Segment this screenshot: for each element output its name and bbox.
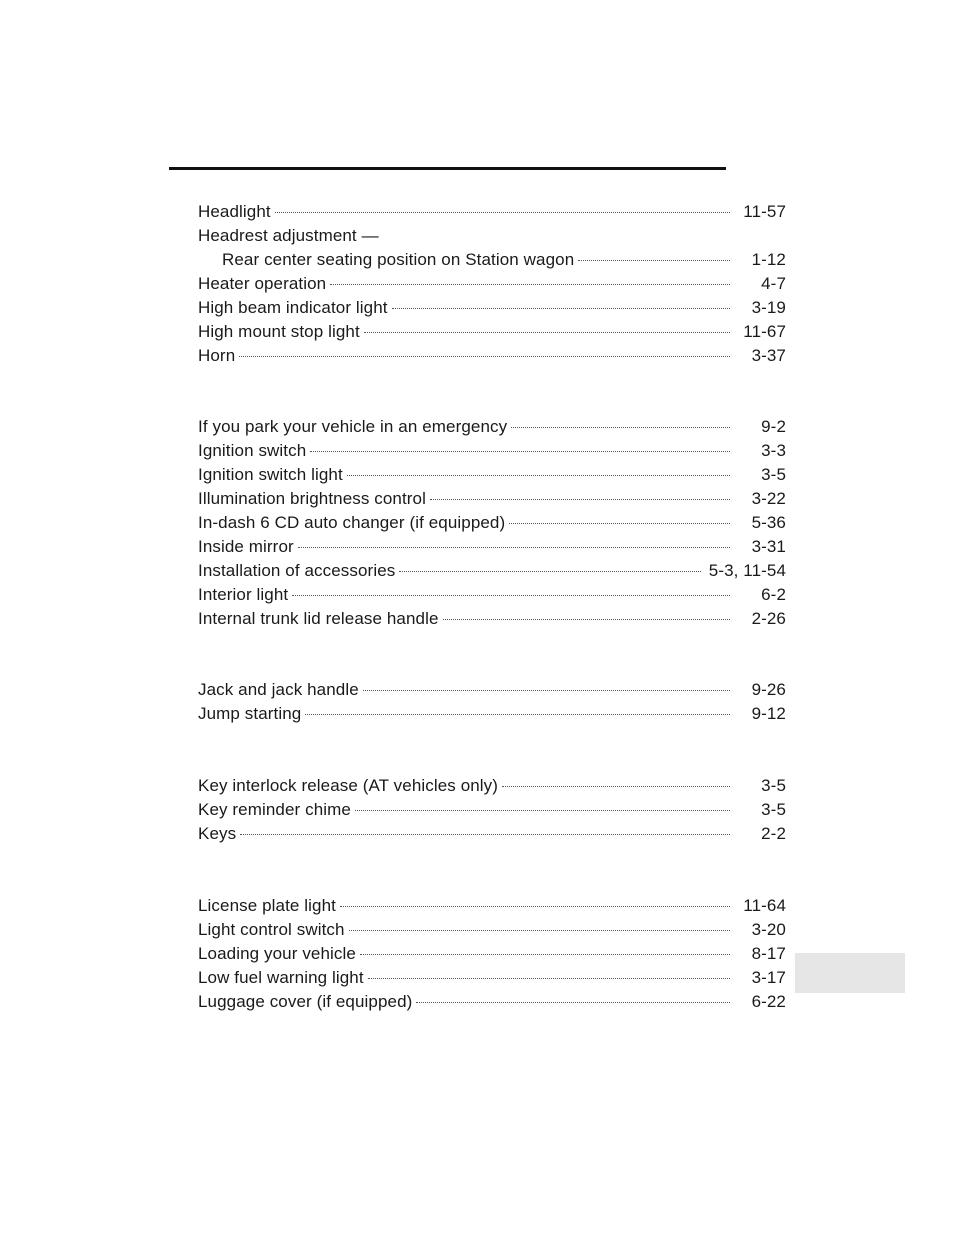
index-entry <box>198 798 786 822</box>
index-entry-page: 3-19 <box>751 298 786 317</box>
dot-leader <box>349 930 730 931</box>
dot-leader <box>509 523 730 524</box>
index-entry-label: License plate light <box>198 896 336 915</box>
dot-leader <box>399 571 700 572</box>
index-entry-page: 8-17 <box>751 944 786 963</box>
index-entry-page: 3-3 <box>761 441 786 460</box>
index-entry-page: 3-5 <box>761 465 786 484</box>
index-entry-label: In-dash 6 CD auto changer (if equipped) <box>198 513 506 532</box>
index-entry-page: 9-12 <box>751 704 786 723</box>
index-entry-label: Ignition switch light <box>198 465 343 484</box>
index-entry <box>198 702 786 726</box>
dot-leader <box>511 427 730 428</box>
index-entry <box>198 487 786 511</box>
dot-leader <box>239 356 730 357</box>
index-group-h <box>198 200 786 368</box>
index-entry-label: Jump starting <box>198 704 302 723</box>
index-entry <box>198 942 786 966</box>
index-entry-label: High mount stop light <box>198 322 360 341</box>
dot-leader <box>416 1002 730 1003</box>
index-entry-label: Ignition switch <box>198 441 307 460</box>
index-group-i <box>198 415 786 631</box>
index-entry-label: High beam indicator light <box>198 298 388 317</box>
index-entry-label: Key reminder chime <box>198 800 351 819</box>
dot-leader <box>275 212 730 213</box>
index-entry <box>198 272 786 296</box>
index-entry-page: 3-5 <box>761 776 786 795</box>
dot-leader <box>292 595 730 596</box>
index-entry-page: 6-22 <box>751 992 786 1011</box>
dot-leader <box>363 690 730 691</box>
index-entry-label: Light control switch <box>198 920 345 939</box>
index-entry-label: Heater operation <box>198 274 327 293</box>
index-entry-label: Luggage cover (if equipped) <box>198 992 413 1011</box>
dot-leader <box>392 308 730 309</box>
dot-leader <box>355 810 730 811</box>
index-entry-page: 3-20 <box>751 920 786 939</box>
dot-leader <box>360 954 730 955</box>
index-entry-label: Headrest adjustment — <box>198 226 379 245</box>
dot-leader <box>368 978 730 979</box>
index-entry <box>198 966 786 990</box>
index-entry-page: 9-26 <box>751 680 786 699</box>
dot-leader <box>340 906 730 907</box>
index-entry <box>198 822 786 846</box>
dot-leader <box>305 714 730 715</box>
index-entry-label: Key interlock release (AT vehicles only) <box>198 776 499 795</box>
index-entry <box>198 894 786 918</box>
index-entry <box>198 415 786 439</box>
index-entry-page: 11-64 <box>743 896 786 915</box>
index-entry-page: 9-2 <box>761 417 786 436</box>
index-entry <box>198 607 786 631</box>
index-entry <box>198 559 786 583</box>
index-entry-label: Jack and jack handle <box>198 680 359 699</box>
top-rule <box>169 167 726 170</box>
index-entry-page: 3-37 <box>751 346 786 365</box>
index-entry-page: 6-2 <box>761 585 786 604</box>
index-entry <box>198 918 786 942</box>
index-entry <box>198 296 786 320</box>
section-tab-marker <box>795 953 905 993</box>
index-entry-label: Low fuel warning light <box>198 968 364 987</box>
index-entry-page: 3-17 <box>751 968 786 987</box>
index-entry-label: Internal trunk lid release handle <box>198 609 439 628</box>
index-entry <box>198 583 786 607</box>
index-entry <box>198 320 786 344</box>
index-entry-label: If you park your vehicle in an emergency <box>198 417 508 436</box>
index-entry <box>198 678 786 702</box>
index-group-l <box>198 894 786 1014</box>
index-group-j <box>198 678 786 726</box>
index-entry <box>198 439 786 463</box>
dot-leader <box>330 284 730 285</box>
index-entry <box>198 511 786 535</box>
index-entry-label: Loading your vehicle <box>198 944 356 963</box>
index-entry-page: 11-57 <box>743 202 786 221</box>
index-entry-page: 2-26 <box>751 609 786 628</box>
index-entry <box>198 248 786 272</box>
dot-leader <box>240 834 730 835</box>
index-entry-page: 3-31 <box>751 537 786 556</box>
index-column <box>198 200 786 1061</box>
dot-leader <box>310 451 730 452</box>
index-entry-page: 5-36 <box>751 513 786 532</box>
index-entry-label: Headlight <box>198 202 271 221</box>
index-entry-page: 1-12 <box>751 250 786 269</box>
index-entry-page: 2-2 <box>761 824 786 843</box>
index-entry <box>198 774 786 798</box>
dot-leader <box>347 475 730 476</box>
index-entry-label: Rear center seating position on Station wagon <box>222 250 575 269</box>
index-entry <box>198 463 786 487</box>
index-entry-page: 5-3, 11-54 <box>708 561 786 580</box>
index-entry-label: Horn <box>198 346 236 365</box>
dot-leader <box>443 619 730 620</box>
index-entry-page: 11-67 <box>743 322 786 341</box>
dot-leader <box>298 547 730 548</box>
index-group-k <box>198 774 786 846</box>
index-entry <box>198 344 786 368</box>
dot-leader <box>578 260 730 261</box>
index-entry-label: Installation of accessories <box>198 561 396 580</box>
dot-leader <box>364 332 730 333</box>
dot-leader <box>502 786 730 787</box>
index-entry-page: 3-22 <box>751 489 786 508</box>
index-entry-label: Keys <box>198 824 237 843</box>
index-entry <box>198 990 786 1014</box>
index-entry <box>198 535 786 559</box>
index-entry-page: 3-5 <box>761 800 786 819</box>
index-entry <box>198 200 786 224</box>
index-entry-label: Interior light <box>198 585 289 604</box>
dot-leader <box>430 499 730 500</box>
index-entry-label: Illumination brightness control <box>198 489 426 508</box>
index-entry-page: 4-7 <box>761 274 786 293</box>
index-entry-label: Inside mirror <box>198 537 294 556</box>
index-entry <box>198 224 786 248</box>
